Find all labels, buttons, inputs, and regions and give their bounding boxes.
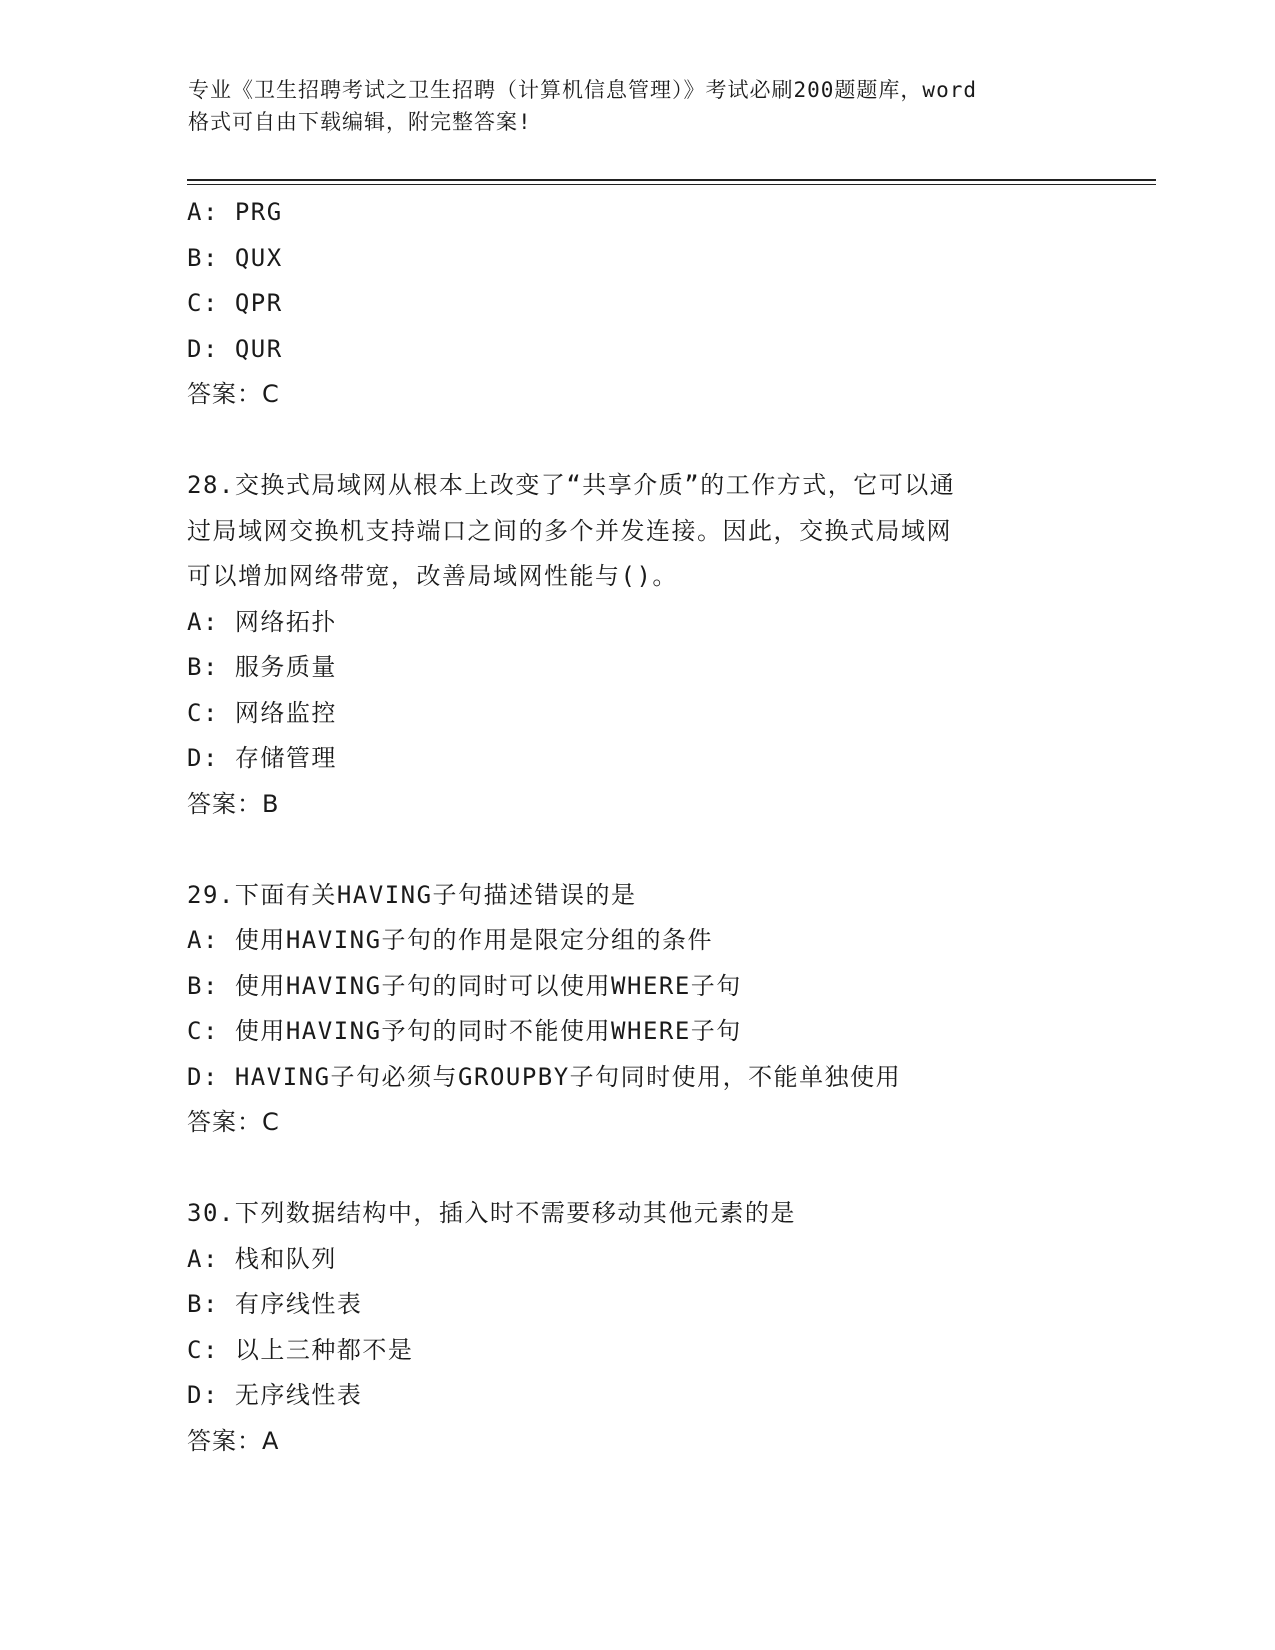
option-b: B: 使用HAVING子句的同时可以使用WHERE子句 [187, 971, 742, 1000]
question-text-line: 29.下面有关HAVING子句描述错误的是 [187, 880, 637, 909]
answer: 答案：C [187, 1108, 280, 1136]
option-c: C: 以上三种都不是 [187, 1335, 414, 1364]
document-header [188, 74, 1088, 138]
question-text-line: 28.交换式局域网从根本上改变了“共享介质”的工作方式，它可以通 [187, 471, 956, 499]
option-b: B: 服务质量 [187, 653, 337, 681]
option-d: D: 无序线性表 [187, 1381, 363, 1409]
question-text-line: 过局域网交换机支持端口之间的多个并发连接。因此，交换式局域网 [187, 516, 952, 545]
answer: 答案：C [187, 380, 280, 408]
option-b: B: QUX [187, 243, 283, 272]
option-d: D: 存储管理 [187, 744, 337, 772]
option-c: C: QPR [187, 289, 283, 317]
answer: 答案：B [187, 789, 280, 818]
question-29 [187, 873, 1087, 1146]
option-a: A: 使用HAVING子句的作用是限定分组的条件 [187, 926, 714, 954]
answer: 答案：A [187, 1426, 280, 1455]
question-28 [187, 463, 1087, 827]
header-rule-thick [187, 179, 1156, 181]
question-list [187, 190, 1087, 1464]
question-text-line: 30.下列数据结构中，插入时不需要移动其他元素的是 [187, 1199, 796, 1227]
option-c: C: 使用HAVING予句的同时不能使用WHERE子句 [187, 1017, 742, 1045]
header-rule-thin [187, 184, 1156, 185]
spacer [187, 1146, 1087, 1192]
option-d: D: QUR [187, 334, 283, 363]
question-30 [187, 1191, 1087, 1464]
question-text-line: 可以增加网络带宽，改善局域网性能与()。 [187, 562, 678, 590]
option-a: A: 栈和队列 [187, 1244, 337, 1273]
option-d: D: HAVING子句必须与GROUPBY子句同时使用，不能单独使用 [187, 1062, 902, 1091]
header-line-2: 格式可自由下载编辑，附完整答案! [188, 110, 532, 134]
header-line-1: 专业《卫生招聘考试之卫生招聘（计算机信息管理）》考试必刷200题题库，word [188, 78, 977, 102]
option-a: A: PRG [187, 198, 283, 226]
option-c: C: 网络监控 [187, 698, 337, 727]
question-27 [187, 190, 1087, 418]
spacer [187, 827, 1087, 873]
option-b: B: 有序线性表 [187, 1290, 363, 1318]
option-a: A: 网络拓扑 [187, 607, 337, 636]
spacer [187, 418, 1087, 464]
